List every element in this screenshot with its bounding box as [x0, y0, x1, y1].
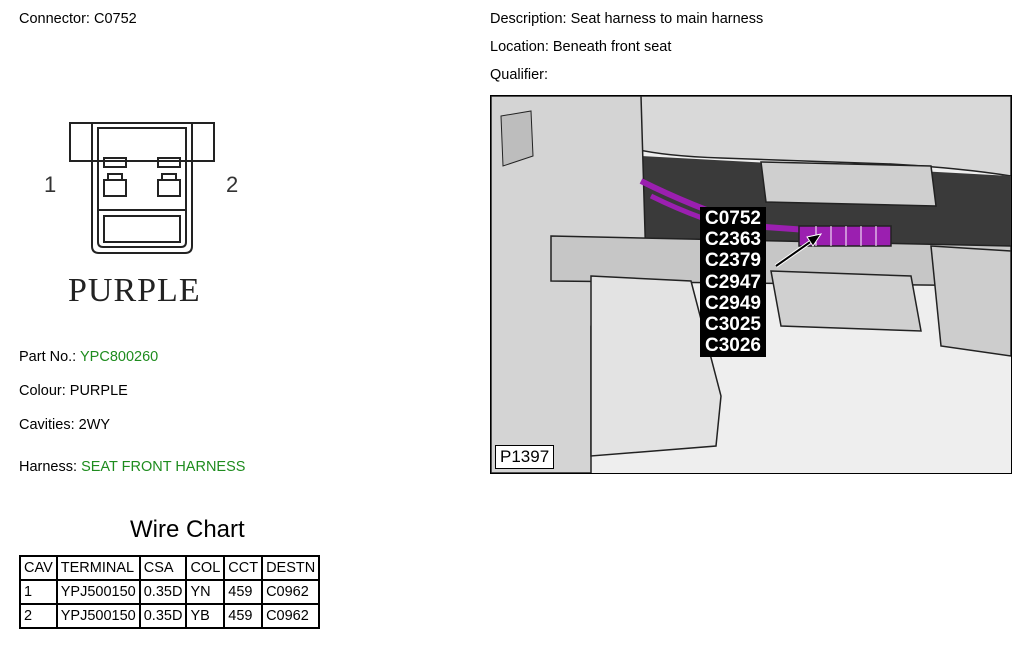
connector-code: C0752 — [705, 208, 761, 229]
colour-value: PURPLE — [69, 383, 128, 399]
connector-colour-label: PURPLE — [68, 272, 201, 309]
cell-terminal: YPJ500150 — [57, 580, 140, 604]
cavities-value: 2WY — [78, 417, 111, 433]
cavities-label: Cavities: — [19, 417, 75, 433]
header-cct: CCT — [224, 556, 262, 580]
connector-code: C2947 — [705, 271, 761, 293]
harness-line — [19, 459, 245, 475]
wire-chart-table — [19, 555, 320, 629]
wire-chart-title: Wire Chart — [130, 516, 245, 543]
cell-cav: 1 — [20, 580, 57, 604]
connector-face-icon — [62, 118, 222, 258]
connector-code: C3025 — [705, 314, 761, 336]
cell-csa: 0.35D — [140, 604, 187, 628]
table-row — [20, 604, 319, 628]
connector-diagram — [62, 118, 222, 258]
qualifier-label: Qualifier: — [490, 67, 549, 83]
location-label: Location: — [490, 39, 549, 55]
cell-col: YB — [186, 604, 224, 628]
description-line — [490, 11, 763, 27]
header-cav: CAV — [20, 556, 57, 580]
connector-code: C2363 — [705, 229, 761, 251]
cell-cct: 459 — [224, 580, 262, 604]
cell-destn: C0962 — [262, 580, 319, 604]
description-label: Description: — [490, 11, 567, 27]
header-terminal: TERMINAL — [57, 556, 140, 580]
table-row — [20, 580, 319, 604]
part-label: Part No.: — [19, 349, 77, 365]
connector-code: C2949 — [705, 292, 761, 314]
pin-2-label: 2 — [226, 172, 239, 197]
description-value: Seat harness to main harness — [570, 11, 764, 27]
cell-cav: 2 — [20, 604, 57, 628]
connector-value: C0752 — [93, 11, 137, 27]
cell-csa: 0.35D — [140, 580, 187, 604]
colour-label: Colour: — [19, 383, 66, 399]
cell-cct: 459 — [224, 604, 262, 628]
cell-destn: C0962 — [262, 604, 319, 628]
pin-1-label: 1 — [44, 172, 57, 197]
location-illustration — [490, 95, 1012, 474]
part-line — [19, 349, 158, 365]
part-number-link[interactable]: YPC800260 — [80, 349, 159, 365]
cell-col: YN — [186, 580, 224, 604]
header-destn: DESTN — [262, 556, 319, 580]
cell-terminal: YPJ500150 — [57, 604, 140, 628]
connector-code: C2379 — [705, 250, 761, 272]
qualifier-line — [490, 67, 548, 83]
connector-line — [19, 11, 137, 27]
header-csa: CSA — [140, 556, 187, 580]
location-line — [490, 39, 671, 55]
connector-code: C3026 — [705, 335, 761, 357]
connector-code-list — [700, 207, 766, 357]
harness-label: Harness: — [19, 459, 78, 475]
connector-label: Connector: — [19, 11, 90, 27]
location-value: Beneath front seat — [552, 39, 672, 55]
illustration-reference: P1397 — [495, 445, 554, 469]
cavities-line — [19, 417, 110, 433]
harness-link[interactable]: SEAT FRONT HARNESS — [81, 459, 246, 475]
colour-line — [19, 383, 128, 399]
wire-chart-header-row — [20, 556, 319, 580]
header-col: COL — [186, 556, 224, 580]
